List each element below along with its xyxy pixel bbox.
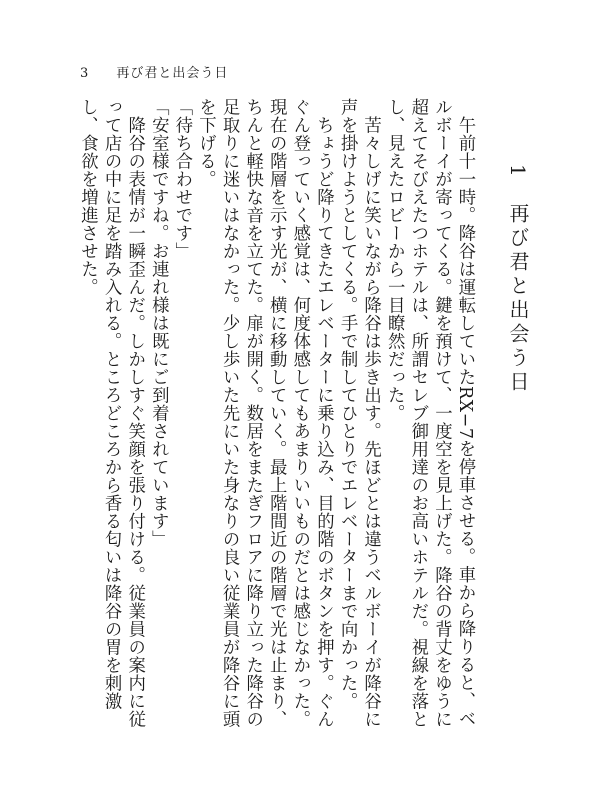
chapter-heading [508, 164, 528, 394]
running-title: 再び君と出会う日 [116, 66, 229, 81]
chapter-title: 再び君と出会う日 [506, 203, 530, 396]
paragraph: 午前十一時。降谷は運転していたRX−7を停車させる。車から降りると、ベルボーイが寄ってくる。鍵を預けて、一度空を見上げた。降谷の背丈をゆうに超えてそびえたつホテルは、所謂セレブ御用達のお高いホテルだ。視線を落とし、見えたロビーから一目瞭然だった。 [384, 98, 475, 728]
paragraph: 降谷の表情が一瞬歪んだ。しかしすぐ笑顔を張り付ける。従業員の案内に従って店の中に足を踏み入れる。ところどころから香る匂いは降谷の胃を刺激し、食欲を増進させた。 [77, 98, 145, 728]
dialogue-line: 「安室様ですね。お連れ様は既にご到着されています」 [148, 98, 169, 548]
dialogue-line: 「待ち合わせです」 [171, 98, 192, 260]
page-number: 3 [80, 66, 90, 81]
running-header [80, 62, 228, 81]
chapter-number: 1 [506, 164, 530, 181]
paragraph: ちょうど降りてきたエレベーターに乗り込み、目的階のボタンを押す。ぐんぐん登っていく感覚は、何度体感してもあまりいいものだとは感じなかった。現在の階層を示す光が、横に移動していく。最上階間近の階層で光は止まり、ちんと軽快な音を立てた。扉が開く。数居をまたぎフロアに降り立った降谷の足取りに迷いはなかった。少し歩いた先にいた身なりの良い従業員が降谷に頭を下げる。 [195, 98, 334, 728]
body-text [70, 98, 476, 738]
paragraph: 苦々しげに笑いながら降谷は歩き出す。先ほどとは違うベルボーイが降谷に声を掛けようとしてくる。手で制してひとりでエレベーターまで向かった。 [337, 98, 381, 728]
